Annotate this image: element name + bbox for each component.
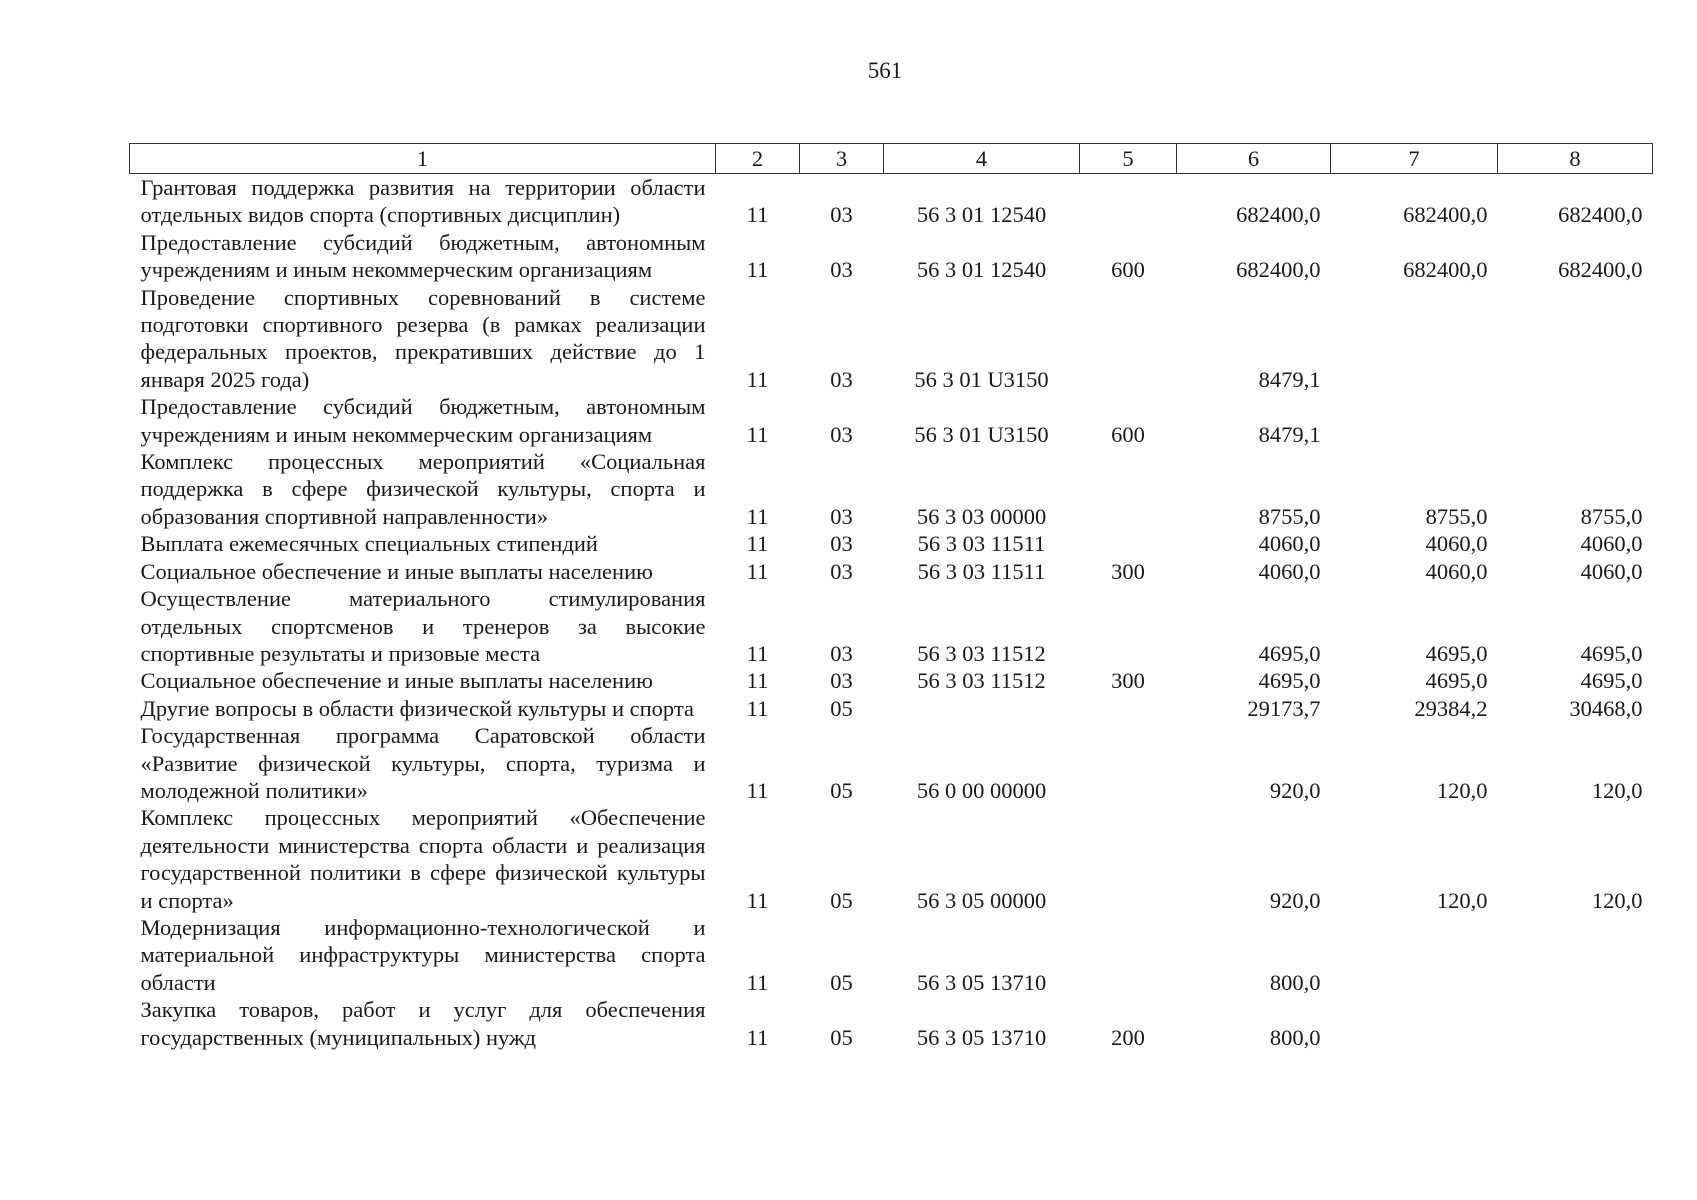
header-cell-2: 2 xyxy=(716,144,800,174)
row-subsection: 03 xyxy=(830,558,853,584)
header-row xyxy=(130,144,1653,174)
row-name: Предоставление субсидий бюджетным, автономным учреждениям и иным некоммерческим организациям xyxy=(140,394,706,447)
row-name: Закупка товаров, работ и услуг для обеспечения государственных (муниципальных) нужд xyxy=(140,997,706,1050)
row-section: 11 xyxy=(746,695,769,721)
row-amount-year3 xyxy=(1498,393,1653,448)
row-subsection: 03 xyxy=(830,640,853,666)
row-section: 11 xyxy=(746,257,769,283)
row-amount-year1: 4060,0 xyxy=(1258,531,1321,557)
row-expense-type: 600 xyxy=(1111,421,1145,447)
header-cell-4: 4 xyxy=(884,144,1080,174)
row-subsection: 03 xyxy=(830,668,853,694)
row-amount-year3: 30468,0 xyxy=(1569,695,1643,721)
row-amount-year2: 29384,2 xyxy=(1414,695,1488,721)
row-subsection: 05 xyxy=(830,1024,853,1050)
row-amount-year1: 4060,0 xyxy=(1258,558,1321,584)
row-subsection: 03 xyxy=(830,503,853,529)
row-section: 11 xyxy=(746,421,769,447)
row-amount-year1: 800,0 xyxy=(1269,969,1321,995)
row-target-article: 56 0 00 00000 xyxy=(916,777,1047,803)
row-amount-year3: 4695,0 xyxy=(1580,640,1643,666)
row-amount-year3 xyxy=(1498,284,1653,394)
table-header xyxy=(130,144,1653,174)
row-expense-type: 300 xyxy=(1111,558,1145,584)
row-amount-year2: 8755,0 xyxy=(1425,503,1488,529)
row-target-article: 56 3 01 U3150 xyxy=(914,421,1049,447)
header-cell-3: 3 xyxy=(800,144,884,174)
row-section: 11 xyxy=(746,668,769,694)
table-row xyxy=(130,585,1653,667)
row-amount-year2: 682400,0 xyxy=(1403,202,1488,228)
table-row xyxy=(130,996,1653,1051)
row-amount-year1: 920,0 xyxy=(1269,777,1321,803)
table-row xyxy=(130,558,1653,585)
row-amount-year2: 120,0 xyxy=(1436,777,1488,803)
row-expense-type xyxy=(1080,722,1177,804)
table-row xyxy=(130,530,1653,557)
header-cell-8: 8 xyxy=(1498,144,1653,174)
row-section: 11 xyxy=(746,640,769,666)
row-section: 11 xyxy=(746,202,769,228)
row-name: Социальное обеспечение и иные выплаты населению xyxy=(140,668,653,694)
row-amount-year3: 682400,0 xyxy=(1558,202,1643,228)
row-amount-year2: 4060,0 xyxy=(1425,531,1488,557)
row-amount-year3 xyxy=(1498,914,1653,996)
table-row xyxy=(130,393,1653,448)
row-target-article: 56 3 01 U3150 xyxy=(914,366,1049,392)
row-target-article: 56 3 01 12540 xyxy=(916,257,1047,283)
table-row xyxy=(130,695,1653,722)
row-expense-type xyxy=(1080,804,1177,914)
row-amount-year3: 8755,0 xyxy=(1580,503,1643,529)
row-section: 11 xyxy=(746,503,769,529)
table-row xyxy=(130,448,1653,530)
row-amount-year2: 120,0 xyxy=(1436,887,1488,913)
row-subsection: 03 xyxy=(830,257,853,283)
row-name: Выплата ежемесячных специальных стипендий xyxy=(140,531,598,557)
row-name: Комплекс процессных мероприятий «Социальная поддержка в сфере физической культуры, спорта и образования спортивной направленности» xyxy=(140,449,706,529)
row-amount-year3: 120,0 xyxy=(1591,887,1643,913)
row-amount-year1: 8755,0 xyxy=(1258,503,1321,529)
row-amount-year2: 4695,0 xyxy=(1425,640,1488,666)
row-section: 11 xyxy=(746,887,769,913)
row-section: 11 xyxy=(746,1024,769,1050)
row-subsection: 05 xyxy=(830,777,853,803)
row-name: Комплекс процессных мероприятий «Обеспечение деятельности министерства спорта области и реализация государственной политики в сфере физической культуры и спорта» xyxy=(140,805,706,913)
row-amount-year3: 4060,0 xyxy=(1580,558,1643,584)
row-target-article: 56 3 03 11512 xyxy=(917,640,1046,666)
table-row xyxy=(130,667,1653,694)
row-name: Модернизация информационно-технологической и материальной инфраструктуры министерства спорта области xyxy=(140,914,706,995)
row-subsection: 03 xyxy=(830,366,853,392)
row-amount-year1: 8479,1 xyxy=(1258,366,1321,392)
row-amount-year2: 682400,0 xyxy=(1403,257,1488,283)
row-target-article: 56 3 05 00000 xyxy=(916,887,1047,913)
row-target-article: 56 3 03 11511 xyxy=(917,558,1046,584)
row-expense-type xyxy=(1080,448,1177,530)
row-amount-year1: 8479,1 xyxy=(1258,421,1321,447)
row-name: Грантовая поддержка развития на территории области отдельных видов спорта (спортивных дисциплин) xyxy=(140,175,706,228)
row-amount-year1: 682400,0 xyxy=(1236,202,1321,228)
row-section: 11 xyxy=(746,531,769,557)
row-amount-year2: 4060,0 xyxy=(1425,558,1488,584)
header-cell-6: 6 xyxy=(1177,144,1331,174)
row-subsection: 03 xyxy=(830,202,853,228)
page-number: 561 xyxy=(867,58,903,83)
row-expense-type xyxy=(1080,585,1177,667)
row-target-article: 56 3 05 13710 xyxy=(916,1024,1047,1050)
row-amount-year3: 120,0 xyxy=(1591,777,1643,803)
header-cell-7: 7 xyxy=(1331,144,1498,174)
row-amount-year3 xyxy=(1498,996,1653,1051)
row-subsection: 05 xyxy=(830,887,853,913)
row-subsection: 03 xyxy=(830,531,853,557)
row-section: 11 xyxy=(746,366,769,392)
row-expense-type xyxy=(1080,174,1177,229)
row-expense-type: 300 xyxy=(1111,668,1145,694)
row-expense-type xyxy=(1080,914,1177,996)
row-amount-year3: 4695,0 xyxy=(1580,668,1643,694)
row-amount-year1: 29173,7 xyxy=(1247,695,1321,721)
row-name: Осуществление материального стимулирования отдельных спортсменов и тренеров за высокие спортивные результаты и призовые места xyxy=(140,586,706,666)
row-amount-year2 xyxy=(1331,284,1498,394)
row-target-article: 56 3 03 00000 xyxy=(916,503,1047,529)
row-amount-year1: 4695,0 xyxy=(1258,640,1321,666)
row-target-article: 56 3 03 11511 xyxy=(917,531,1046,557)
row-target-article: 56 3 01 12540 xyxy=(916,202,1047,228)
row-amount-year3: 682400,0 xyxy=(1558,257,1643,283)
budget-table xyxy=(129,143,1653,1051)
row-target-article: 56 3 03 11512 xyxy=(917,668,1046,694)
row-subsection: 05 xyxy=(830,969,853,995)
row-section: 11 xyxy=(746,969,769,995)
row-amount-year2: 4695,0 xyxy=(1425,668,1488,694)
row-name: Предоставление субсидий бюджетным, автономным учреждениям и иным некоммерческим организациям xyxy=(140,229,706,283)
table-row xyxy=(130,284,1653,394)
row-amount-year2 xyxy=(1331,996,1498,1051)
row-amount-year3: 4060,0 xyxy=(1580,531,1643,557)
header-cell-5: 5 xyxy=(1080,144,1177,174)
row-amount-year1: 682400,0 xyxy=(1236,257,1321,283)
row-expense-type xyxy=(1080,284,1177,394)
row-subsection: 05 xyxy=(830,695,853,721)
row-amount-year1: 4695,0 xyxy=(1258,668,1321,694)
row-subsection: 03 xyxy=(830,421,853,447)
row-name: Социальное обеспечение и иные выплаты населению xyxy=(140,558,653,584)
row-section: 11 xyxy=(746,558,769,584)
row-name: Государственная программа Саратовской области «Развитие физической культуры, спорта, туризма и молодежной политики» xyxy=(140,723,706,803)
header-cell-1: 1 xyxy=(130,144,716,174)
table-row xyxy=(130,174,1653,229)
row-target-article: 56 3 05 13710 xyxy=(916,969,1047,995)
row-name: Другие вопросы в области физической культуры и спорта xyxy=(140,695,694,721)
row-expense-type xyxy=(1080,695,1177,722)
row-amount-year2 xyxy=(1331,914,1498,996)
row-name: Проведение спортивных соревнований в системе подготовки спортивного резерва (в рамках реализации федеральных проектов, прекративших действие до 1 января 2025 года) xyxy=(140,284,706,392)
table-body xyxy=(130,174,1653,1052)
row-expense-type: 200 xyxy=(1111,1024,1145,1050)
table-row xyxy=(130,722,1653,804)
row-section: 11 xyxy=(746,777,769,803)
row-target-article xyxy=(884,695,1080,722)
table-row xyxy=(130,804,1653,914)
row-expense-type xyxy=(1080,530,1177,557)
table-row xyxy=(130,229,1653,284)
table-row xyxy=(130,914,1653,996)
row-expense-type: 600 xyxy=(1111,257,1145,283)
row-amount-year1: 920,0 xyxy=(1269,887,1321,913)
row-amount-year2 xyxy=(1331,393,1498,448)
row-amount-year1: 800,0 xyxy=(1269,1024,1321,1050)
